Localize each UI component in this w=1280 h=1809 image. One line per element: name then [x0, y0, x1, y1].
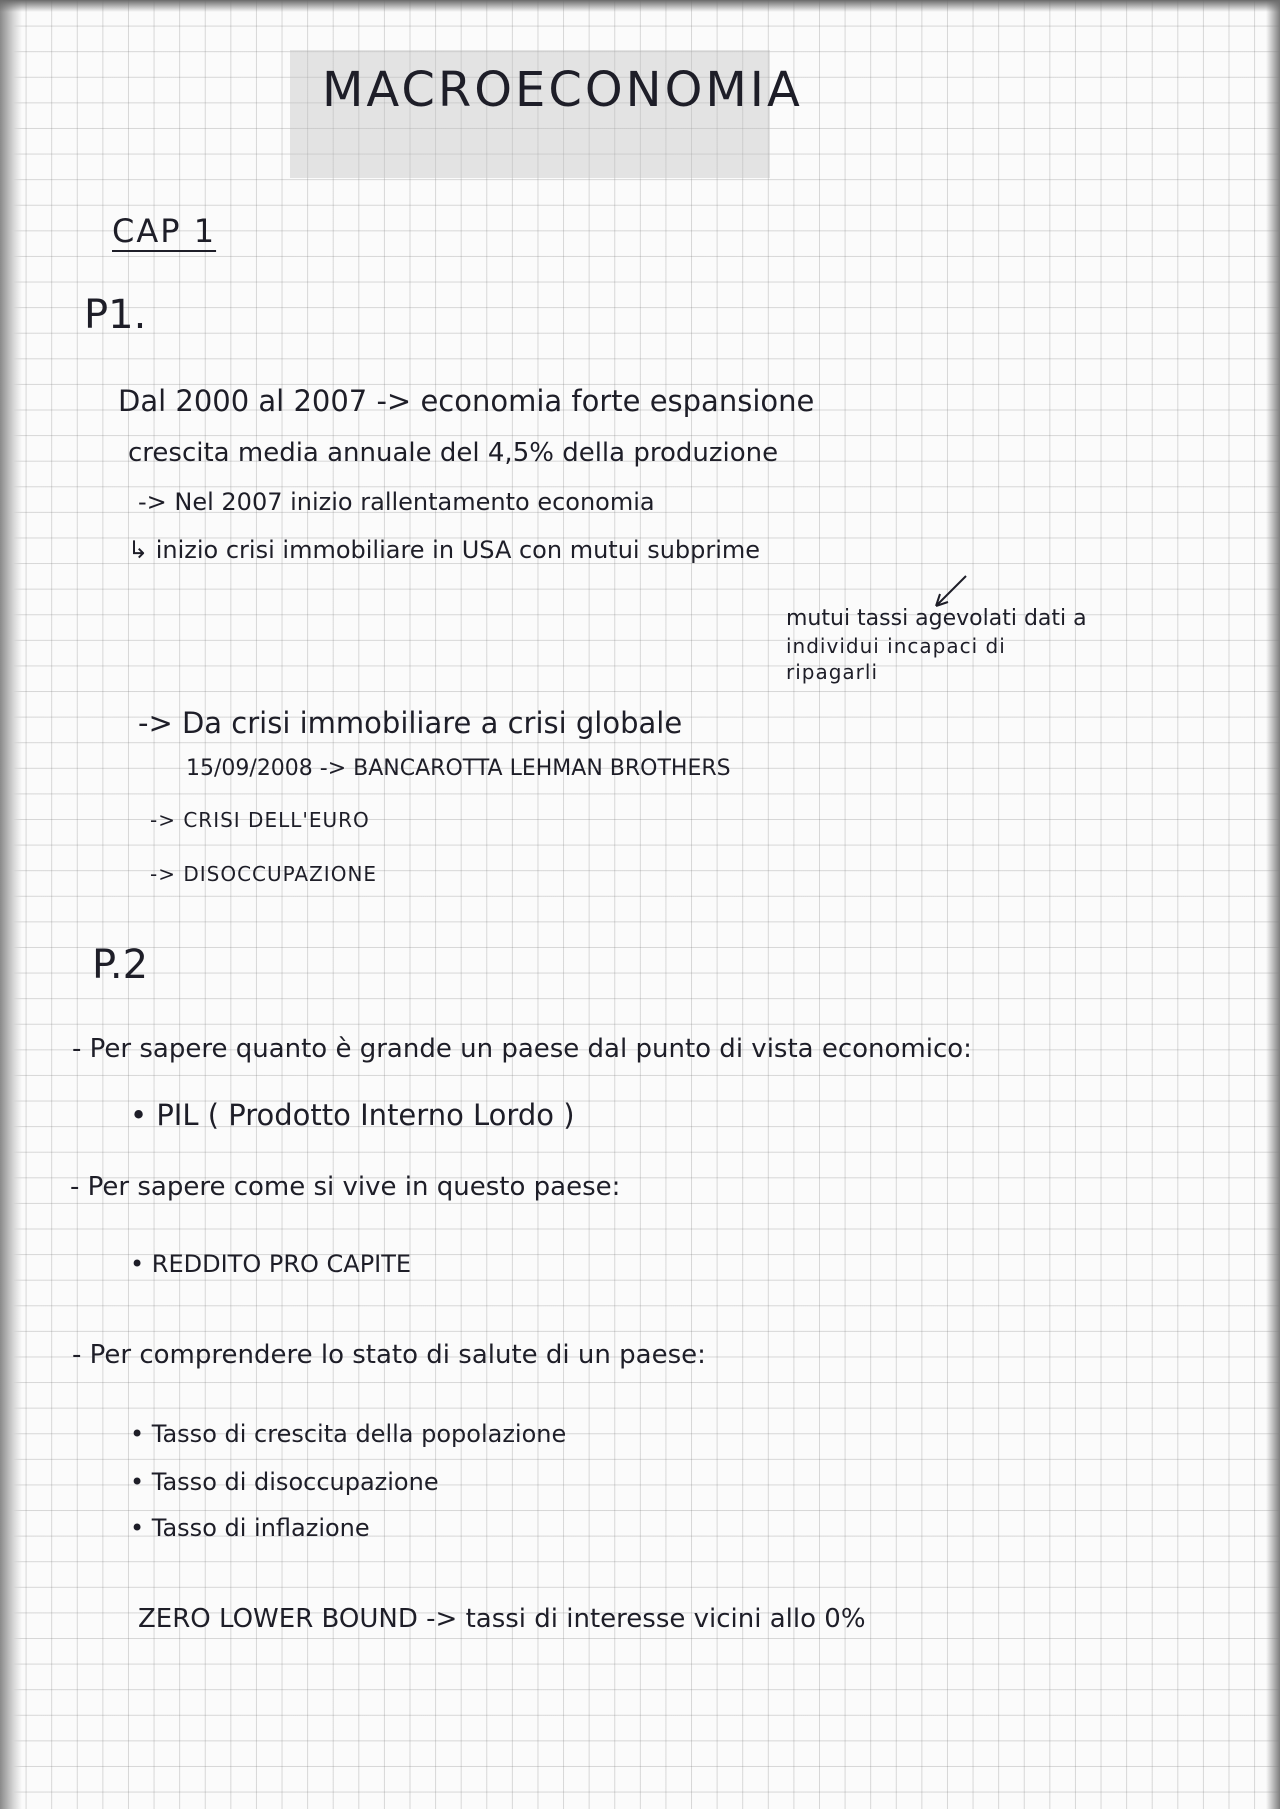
- p1-note-line: mutui tassi agevolati dati a: [786, 606, 1087, 631]
- p1-line: Dal 2000 al 2007 -> economia forte espansione: [118, 384, 815, 418]
- p2-line: • Tasso di crescita della popolazione: [130, 1420, 567, 1448]
- p2-line: - Per sapere quanto è grande un paese dal punto di vista economico:: [72, 1034, 972, 1064]
- p1-note-line: ripagarli: [786, 660, 879, 684]
- p1-line: -> DISOCCUPAZIONE: [150, 862, 378, 886]
- p1-line: crescita media annuale del 4,5% della produzione: [128, 438, 779, 468]
- p2-line: - Per comprendere lo stato di salute di un paese:: [72, 1340, 706, 1370]
- p2-line: - Per sapere come si vive in questo paese:: [70, 1172, 621, 1202]
- p1-line: -> Nel 2007 inizio rallentamento economia: [138, 488, 655, 516]
- p2-line: • REDDITO PRO CAPITE: [130, 1250, 412, 1278]
- p2-line: • Tasso di disoccupazione: [130, 1468, 439, 1496]
- p1-line: -> CRISI DELL'EURO: [150, 808, 370, 832]
- p1-line: 15/09/2008 -> BANCAROTTA LEHMAN BROTHERS: [186, 756, 731, 781]
- p1-line: ↳ inizio crisi immobiliare in USA con mutui subprime: [128, 536, 761, 564]
- chapter-heading: CAP 1: [112, 212, 217, 250]
- section-heading-p1: P1.: [84, 292, 147, 338]
- page-shadow-right: [1266, 0, 1280, 1809]
- page-shadow-top: [0, 0, 1280, 12]
- page-shadow-left: [0, 0, 22, 1809]
- p1-line: -> Da crisi immobiliare a crisi globale: [138, 706, 683, 740]
- p1-note-line: individui incapaci di: [786, 634, 1006, 658]
- p2-line: • PIL ( Prodotto Interno Lordo ): [130, 1098, 575, 1132]
- page-title: MACROECONOMIA: [322, 62, 803, 118]
- p2-line: ZERO LOWER BOUND -> tassi di interesse vicini allo 0%: [138, 1604, 866, 1634]
- section-heading-p2: P.2: [92, 942, 149, 988]
- p2-line: • Tasso di inflazione: [130, 1514, 370, 1542]
